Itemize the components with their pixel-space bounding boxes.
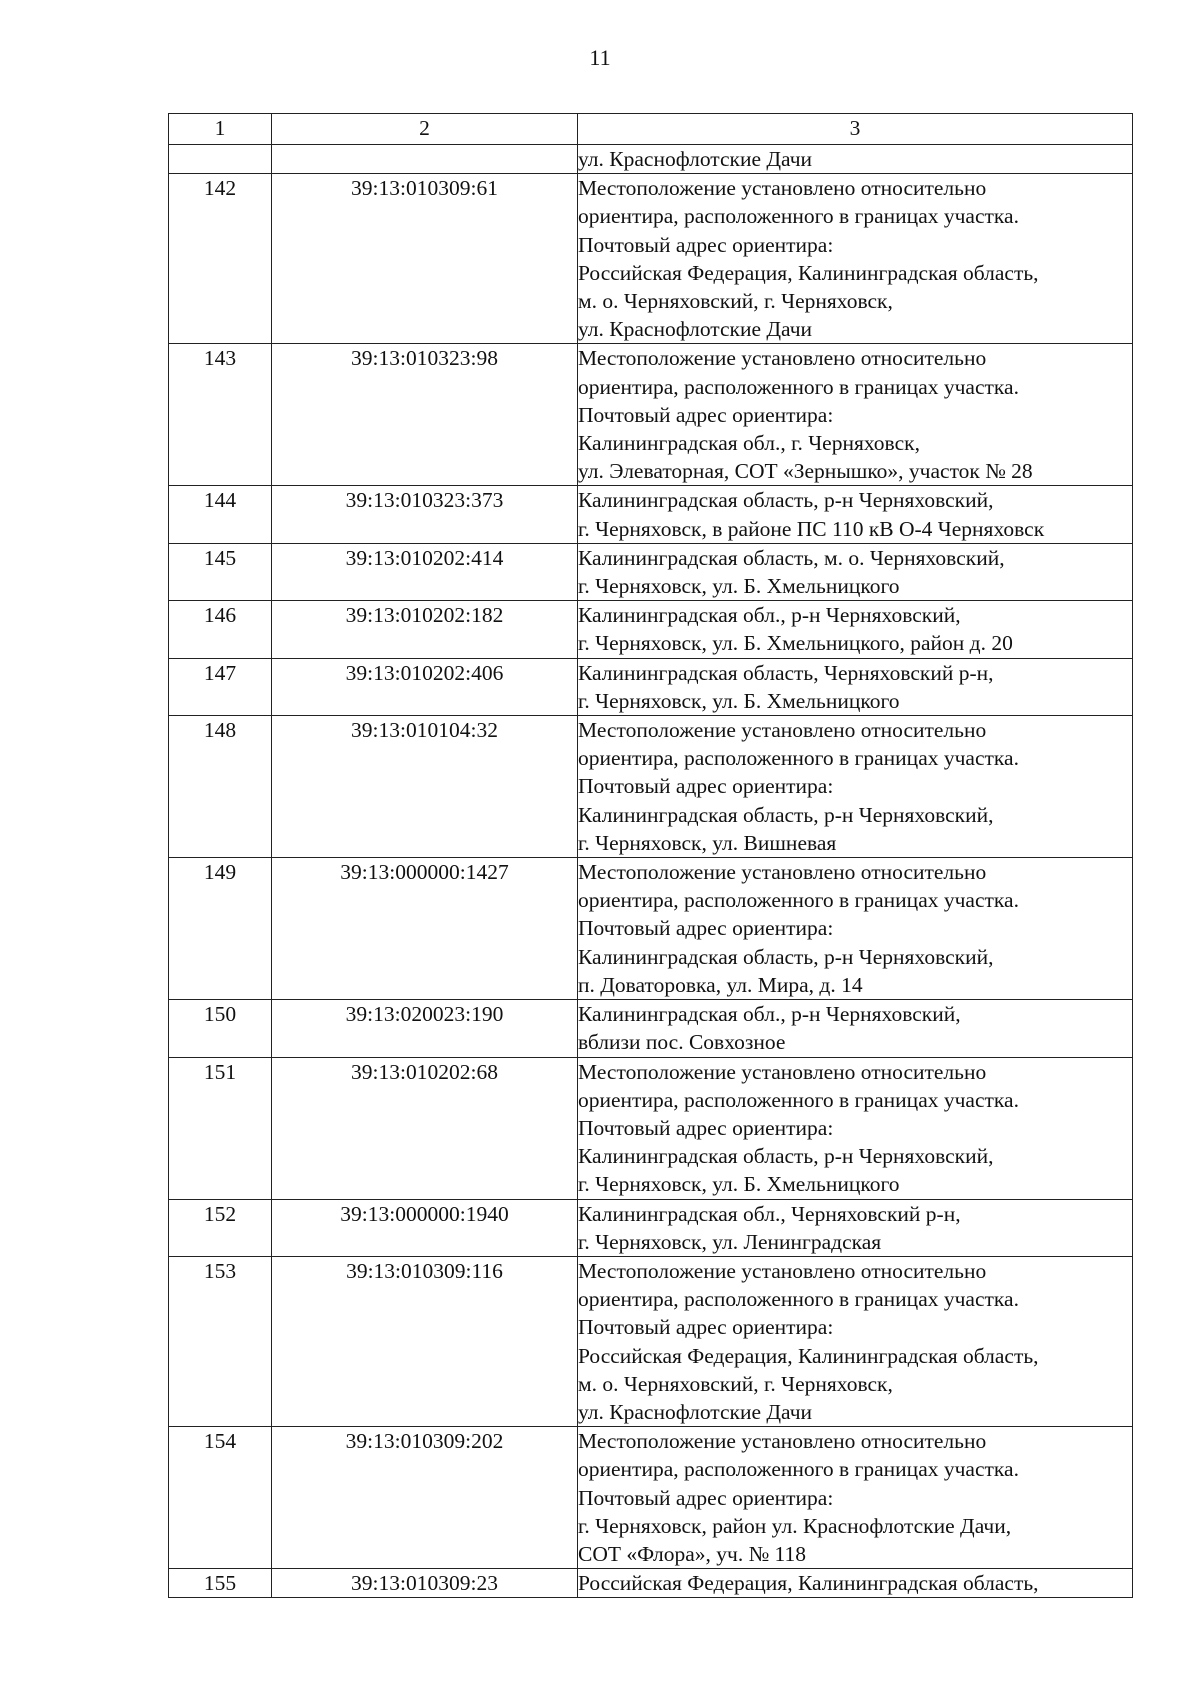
- address-line: Российская Федерация, Калининградская область,: [578, 1571, 1039, 1596]
- address-line: Местоположение установлено относительно: [578, 1059, 987, 1084]
- cadastral-number-cell: 39:13:010309:202: [272, 1427, 578, 1569]
- address-line: м. о. Черняховский, г. Черняховск,: [578, 289, 893, 314]
- address-line: Калининградская обл., р-н Черняховский,: [578, 603, 961, 628]
- address-line: Местоположение установлено относительно: [578, 860, 987, 885]
- address-line: ориентира, расположенного в границах участка.: [578, 746, 1019, 771]
- address-line: СОТ «Флора», уч. № 118: [578, 1541, 806, 1566]
- cadastral-number-cell: 39:13:010202:406: [272, 658, 578, 715]
- cadastral-number-cell: 39:13:000000:1427: [272, 858, 578, 1000]
- table-row: [169, 1569, 1133, 1598]
- cadastral-number-cell: 39:13:010202:414: [272, 543, 578, 600]
- address-line: ориентира, расположенного в границах участка.: [578, 1457, 1019, 1482]
- address-cell: [578, 486, 1133, 543]
- header-cell-3: 3: [578, 114, 1133, 145]
- row-number-cell: 147: [169, 658, 272, 715]
- cadastral-number-cell: 39:13:010309:116: [272, 1256, 578, 1426]
- address-line: п. Доваторовка, ул. Мира, д. 14: [578, 972, 863, 997]
- row-number-cell: 143: [169, 344, 272, 486]
- row-number-cell: 142: [169, 174, 272, 344]
- address-cell: [578, 858, 1133, 1000]
- address-cell: [578, 145, 1133, 174]
- table-row: [169, 543, 1133, 600]
- address-cell: [578, 344, 1133, 486]
- address-cell: [578, 601, 1133, 658]
- address-cell: [578, 716, 1133, 858]
- table-row: [169, 174, 1133, 344]
- address-line: Почтовый адрес ориентира:: [578, 1115, 834, 1140]
- address-line: ориентира, расположенного в границах участка.: [578, 204, 1019, 229]
- cadastral-number-cell: 39:13:010202:182: [272, 601, 578, 658]
- address-cell: [578, 1569, 1133, 1598]
- address-cell: [578, 543, 1133, 600]
- address-line: м. о. Черняховский, г. Черняховск,: [578, 1371, 893, 1396]
- table-row: [169, 858, 1133, 1000]
- row-number-cell: 155: [169, 1569, 272, 1598]
- table-row: [169, 601, 1133, 658]
- cadastral-number-cell: 39:13:010202:68: [272, 1057, 578, 1199]
- address-line: Местоположение установлено относительно: [578, 346, 987, 371]
- table-row: [169, 1000, 1133, 1057]
- address-line: ул. Краснофлотские Дачи: [578, 317, 813, 342]
- table-row: [169, 486, 1133, 543]
- address-cell: [578, 1427, 1133, 1569]
- address-line: Калининградская область, р-н Черняховский,: [578, 488, 994, 513]
- address-line: Местоположение установлено относительно: [578, 1258, 987, 1283]
- address-line: Калининградская обл., р-н Черняховский,: [578, 1002, 961, 1027]
- cadastral-number-cell: 39:13:010309:23: [272, 1569, 578, 1598]
- table-row: [169, 344, 1133, 486]
- row-number-cell: 148: [169, 716, 272, 858]
- address-line: Калининградская обл., г. Черняховск,: [578, 431, 920, 456]
- cadastral-number-cell: 39:13:000000:1940: [272, 1199, 578, 1256]
- address-line: г. Черняховск, район ул. Краснофлотские Дачи,: [578, 1513, 1012, 1538]
- address-line: Российская Федерация, Калининградская область,: [578, 1343, 1039, 1368]
- cadastral-number-cell: [272, 145, 578, 174]
- address-line: Почтовый адрес ориентира:: [578, 916, 834, 941]
- address-line: Местоположение установлено относительно: [578, 1429, 987, 1454]
- table-row: [169, 716, 1133, 858]
- row-number-cell: 154: [169, 1427, 272, 1569]
- address-cell: [578, 1057, 1133, 1199]
- header-cell-1: 1: [169, 114, 272, 145]
- address-line: Калининградская область, р-н Черняховский,: [578, 1144, 994, 1169]
- cadastral-number-cell: 39:13:010104:32: [272, 716, 578, 858]
- address-line: г. Черняховск, в районе ПС 110 кВ О-4 Черняховск: [578, 516, 1045, 541]
- row-number-cell: 151: [169, 1057, 272, 1199]
- address-line: Калининградская область, м. о. Черняховский,: [578, 545, 1005, 570]
- address-line: Местоположение установлено относительно: [578, 176, 987, 201]
- row-number-cell: 153: [169, 1256, 272, 1426]
- address-line: ориентира, расположенного в границах участка.: [578, 888, 1019, 913]
- row-number-cell: 150: [169, 1000, 272, 1057]
- address-line: г. Черняховск, ул. Б. Хмельницкого: [578, 688, 900, 713]
- address-line: вблизи пос. Совхозное: [578, 1030, 786, 1055]
- row-number-cell: 144: [169, 486, 272, 543]
- address-line: ориентира, расположенного в границах участка.: [578, 374, 1019, 399]
- address-line: Калининградская область, р-н Черняховский,: [578, 802, 994, 827]
- table-header-row: [169, 114, 1133, 145]
- row-number-cell: 145: [169, 543, 272, 600]
- address-line: Почтовый адрес ориентира:: [578, 774, 834, 799]
- row-number-cell: 149: [169, 858, 272, 1000]
- address-line: г. Черняховск, ул. Б. Хмельницкого, район д. 20: [578, 631, 1013, 656]
- address-line: Почтовый адрес ориентира:: [578, 1315, 834, 1340]
- address-line: Российская Федерация, Калининградская область,: [578, 260, 1039, 285]
- table-row: [169, 658, 1133, 715]
- address-cell: [578, 1199, 1133, 1256]
- address-line: Почтовый адрес ориентира:: [578, 1485, 834, 1510]
- address-line: ул. Краснофлотские Дачи: [578, 1399, 813, 1424]
- address-line: Калининградская область, р-н Черняховский,: [578, 944, 994, 969]
- address-line: ориентира, расположенного в границах участка.: [578, 1087, 1019, 1112]
- cadastral-number-cell: 39:13:020023:190: [272, 1000, 578, 1057]
- cadastral-number-cell: 39:13:010323:98: [272, 344, 578, 486]
- row-number-cell: [169, 145, 272, 174]
- address-line: Калининградская область, Черняховский р-н,: [578, 660, 994, 685]
- address-line: Калининградская обл., Черняховский р-н,: [578, 1201, 961, 1226]
- land-plots-table: [168, 113, 1133, 1598]
- address-line: Почтовый адрес ориентира:: [578, 232, 834, 257]
- address-line: г. Черняховск, ул. Б. Хмельницкого: [578, 574, 900, 599]
- address-cell: [578, 1256, 1133, 1426]
- row-number-cell: 152: [169, 1199, 272, 1256]
- table-row: [169, 1199, 1133, 1256]
- address-line: ориентира, расположенного в границах участка.: [578, 1287, 1019, 1312]
- address-line: Почтовый адрес ориентира:: [578, 402, 834, 427]
- address-line: г. Черняховск, ул. Вишневая: [578, 830, 837, 855]
- address-cell: [578, 1000, 1133, 1057]
- address-cell: [578, 174, 1133, 344]
- row-number-cell: 146: [169, 601, 272, 658]
- address-line: Местоположение установлено относительно: [578, 718, 987, 743]
- address-line: г. Черняховск, ул. Ленинградская: [578, 1229, 882, 1254]
- table-row: [169, 1427, 1133, 1569]
- table-row: [169, 145, 1133, 174]
- cadastral-number-cell: 39:13:010309:61: [272, 174, 578, 344]
- table-row: [169, 1256, 1133, 1426]
- cadastral-number-cell: 39:13:010323:373: [272, 486, 578, 543]
- header-cell-2: 2: [272, 114, 578, 145]
- address-cell: [578, 658, 1133, 715]
- table-row: [169, 1057, 1133, 1199]
- address-line: ул. Краснофлотские Дачи: [578, 147, 813, 171]
- address-line: г. Черняховск, ул. Б. Хмельницкого: [578, 1172, 900, 1197]
- page-number: 11: [589, 45, 611, 70]
- address-line: ул. Элеваторная, СОТ «Зернышко», участок № 28: [578, 459, 1033, 484]
